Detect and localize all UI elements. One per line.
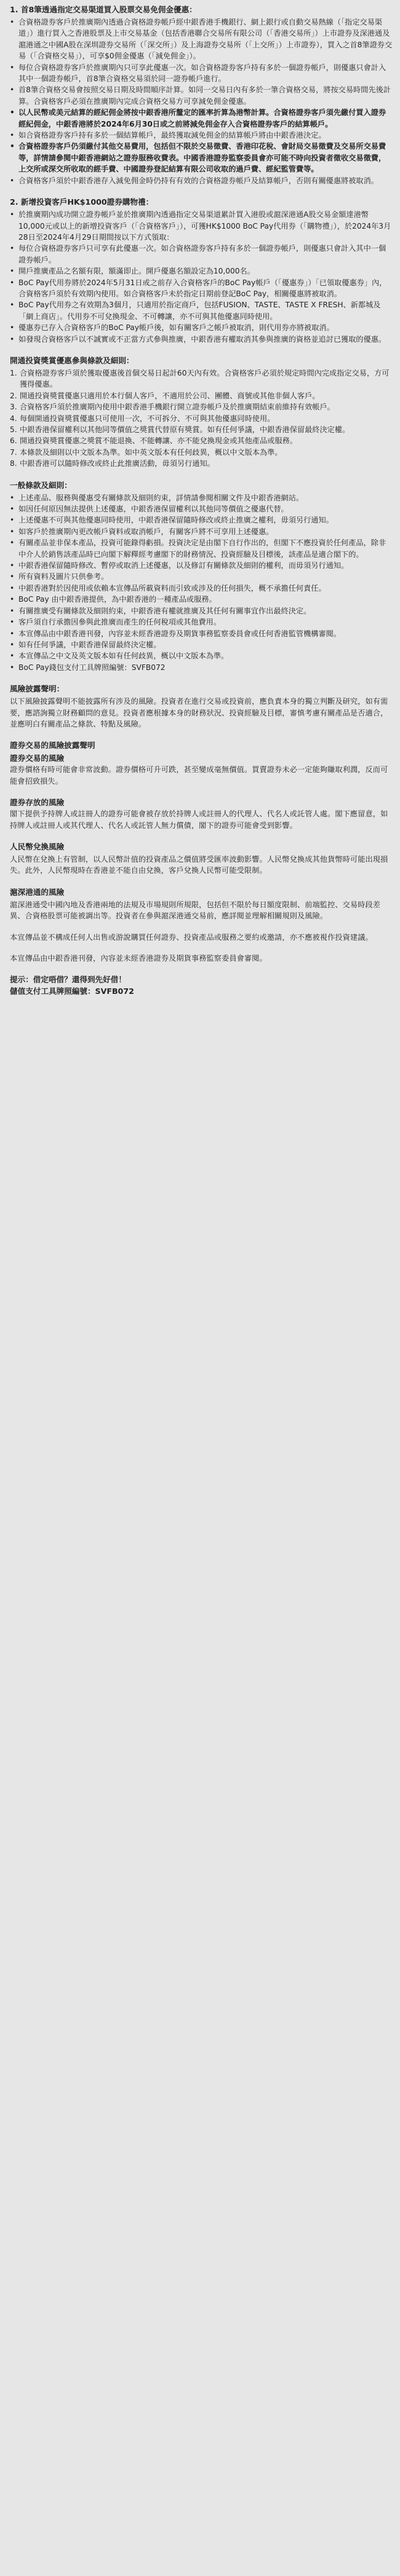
bullet-text: 如因任何原因無法提供上述優惠，中銀香港保留權利以其他同等價值之優惠代替。 bbox=[18, 505, 289, 514]
bullet-dot-icon: • bbox=[10, 663, 15, 672]
bullet-text: 中銀香港對於因使用或依賴本宣傳品所載資料而引致或涉及的任何損失，概不承擔任何責任。 bbox=[18, 583, 326, 593]
bullet-dot-icon: • bbox=[10, 606, 15, 615]
bullet-item bbox=[10, 175, 393, 186]
numbered-text: 合資格證券客戶須於獲取優惠後首個交易日起計60天內有效。合資格客戶必須於規定時間內完成指定交易，方可獲得優惠。 bbox=[20, 368, 390, 389]
item-number: 2. bbox=[10, 391, 17, 400]
risk-text: 以下風險披露聲明不能披露所有涉及的風險。投資者在進行交易或投資前，應負責本身的獨立判斷及研究，如有需要，應諮詢獨立財務顧問的意見。投資者應根據本身的財務狀況、投資經驗及目標，審慎考慮有關產品是否適合，並應明白有關產品之條款、特點及風險。 bbox=[10, 697, 388, 728]
numbered-item bbox=[10, 368, 393, 390]
bullet-dot-icon: • bbox=[10, 334, 15, 344]
bullet-dot-icon: • bbox=[10, 267, 15, 276]
risk-section-subtitle: 證券交易的風險 bbox=[10, 754, 65, 763]
bullet-text: 如發現合資格客戶以不誠實或不正當方式參與推廣，中銀香港有權取消其參與推廣的資格並追討已獲取的優惠。 bbox=[18, 334, 386, 344]
bullet-text: 如客戶於推廣期內更改帳戶資料或取消帳戶，有關客戶將不可享用上述優惠。 bbox=[18, 527, 274, 536]
bullet-item bbox=[10, 514, 393, 526]
bullet-item bbox=[10, 277, 393, 300]
bullet-dot-icon: • bbox=[10, 18, 15, 26]
bullet-item bbox=[10, 662, 393, 673]
borrowing-warning: 提示：借定唔借？還得到先好借！ bbox=[10, 975, 126, 985]
risk-section-text: 滬深港通受中國內地及香港兩地的法規及市場規則所規限，包括但不限於每日額度限制、前端監控、交易時段差異、合資格股票可能被調出等。投資者在參與滬深港通交易前，應詳閱並理解相關規則及風險。 bbox=[10, 900, 381, 921]
bullet-dot-icon: • bbox=[10, 108, 15, 117]
bullet-item bbox=[10, 616, 393, 628]
numbered-item bbox=[10, 447, 393, 458]
item-number: 7. bbox=[10, 447, 17, 457]
section-3-title: 開通投資獎賞優惠參與條款及細則： bbox=[10, 355, 134, 365]
bullet-item bbox=[10, 583, 393, 594]
bullet-item bbox=[10, 639, 393, 650]
numbered-text: 開通投資獎賞優惠只適用於本行個人客戶，不適用於公司、團體、商號或其他非個人客戶。 bbox=[20, 391, 320, 400]
bullet-dot-icon: • bbox=[10, 85, 15, 95]
bullet-dot-icon: • bbox=[10, 652, 15, 661]
bullet-dot-icon: • bbox=[10, 640, 15, 649]
bullet-text: 每位合資格證券客戶於推廣期內只可享此優惠一次。如合資格證券客戶持有多於一個證券帳戶，則優惠只會計入其中一個證券帳戶，首8筆合資格交易須於同一證券帳戶進行。 bbox=[18, 63, 386, 84]
numbered-item bbox=[10, 435, 393, 446]
bullet-text: 首8筆合資格交易會按照交易日期及時間順序計算。如同一交易日內有多於一筆合資格交易，將按交易時間先後計算。合資格客戶必須在推廣期內完成合資格交易方可享減免佣金優惠。 bbox=[18, 85, 391, 106]
bullet-text: 每位合資格證券客戶只可享有此優惠一次。如合資格證券客戶持有多於一個證券帳戶，則優惠只會計入其中一個證券帳戶。 bbox=[18, 244, 386, 264]
bullet-item bbox=[10, 130, 393, 141]
bullet-item bbox=[10, 650, 393, 661]
risk-sections bbox=[10, 739, 393, 931]
bullet-text: 於推廣期內成功開立證券帳戶並於推廣期內透過指定交易渠道累計買入港股或滬深港通A股交易金額達港幣10,000元或以上的新增投資客戶（「合資格客戶」），可獲HK$1000 BoC Pay代用券（「購物禮」），於2024年3月28日至2024年4月29日期間按以下方式領取： bbox=[18, 210, 391, 242]
bullet-text: 合資格客戶須於中銀香港存入減免佣金時仍持有有效的合資格證券帳戶及結算帳戶，否則有關優惠將被取消。 bbox=[18, 176, 378, 185]
item-number: 3. bbox=[10, 403, 17, 412]
bullet-text: BoC Pay 由中銀香港提供，為中銀香港的一種產品或服務。 bbox=[18, 595, 217, 604]
bullet-dot-icon: • bbox=[10, 527, 15, 536]
bullet-text: 中銀香港保留隨時修改、暫停或取消上述優惠，以及修訂有關條款及細則的權利，而毋須另行通知。 bbox=[18, 561, 349, 570]
bullet-item bbox=[10, 560, 393, 571]
bullet-text: 如合資格證券客戶持有多於一個結算帳戶，最終獲取減免佣金的結算帳戶將由中銀香港決定。 bbox=[18, 131, 326, 140]
bullet-text: BoC Pay錢包支付工具牌照編號：SVFB072 bbox=[18, 663, 166, 672]
bullet-item bbox=[10, 492, 393, 503]
bullet-item bbox=[10, 526, 393, 537]
item-number: 4. bbox=[10, 414, 17, 423]
risk-section-text: 證券價格有時可能會非常波動。證券價格可升可跌，甚至變成毫無價值。買賣證券未必一定能夠賺取利潤，反而可能會招致損失。 bbox=[10, 765, 388, 786]
bullet-item bbox=[10, 322, 393, 333]
numbered-text: 本條款及細則以中文版本為準。如中英文版本有任何歧異，概以中文版本為準。 bbox=[20, 447, 282, 457]
risk-title: 風險披露聲明： bbox=[10, 684, 65, 694]
bullet-dot-icon: • bbox=[10, 493, 15, 502]
numbered-item bbox=[10, 458, 393, 469]
numbered-item bbox=[10, 390, 393, 401]
section-1-list bbox=[10, 17, 393, 186]
numbered-text: 合資格客戶須於推廣期內使用中銀香港手機銀行開立證券帳戶及於推廣期結束前維持有效帳戶。 bbox=[20, 403, 335, 412]
item-number: 1. bbox=[10, 368, 17, 377]
section-2-list bbox=[10, 209, 393, 345]
risk-section-text: 閣下提供予持牌人或註冊人的證券可能會被存放於持牌人或註冊人的代理人、代名人或託管人處。閣下應留意，如持牌人或註冊人或其代理人、代名人或託管人無力償債，閣下的證券可能會受到影響。 bbox=[10, 809, 388, 830]
bullet-text: 本宣傳品由中銀香港刊發，內容並未經香港證券及期貨事務監察委員會或任何香港監管機構審閱。 bbox=[18, 629, 342, 638]
risk-section-title: 滬深港通的風險 bbox=[10, 887, 65, 897]
numbered-text: 開通投資獎賞優惠之獎賞不能退換、不能轉讓、亦不能兌換現金或其他產品或服務。 bbox=[20, 436, 297, 446]
bullet-item bbox=[10, 243, 393, 266]
bullet-dot-icon: • bbox=[10, 516, 15, 525]
bullet-text: 有關產品並非保本產品，投資可能錄得虧損。投資決定是由閣下自行作出的，但閣下不應投資於任何產品，除非中介人於銷售該產品時已向閣下解釋經考慮閣下的財務情況、投資經驗及目標後，該產品是適合閣下的。 bbox=[18, 538, 386, 559]
bullet-dot-icon: • bbox=[10, 278, 15, 287]
bullet-item bbox=[10, 17, 393, 62]
bullet-item bbox=[10, 628, 393, 639]
bullet-dot-icon: • bbox=[10, 210, 15, 219]
bullet-dot-icon: • bbox=[10, 618, 15, 627]
bullet-dot-icon: • bbox=[10, 595, 15, 604]
bullet-dot-icon: • bbox=[10, 244, 15, 253]
bullet-item bbox=[10, 266, 393, 277]
bullet-dot-icon: • bbox=[10, 583, 15, 593]
risk-section-text: 人民幣在兌換上有管制，以人民幣計值的投資產品之價值將受匯率波動影響。人民幣兌換成其他貨幣時可能出現損失。此外，人民幣現時在香港並不能自由兌換，客戶兌換人民幣可能受限制。 bbox=[10, 854, 388, 875]
item-number: 6. bbox=[10, 436, 17, 446]
bullet-item bbox=[10, 537, 393, 560]
bullet-text: 本宣傳品之中文及英文版本如有任何歧異，概以中文版本為準。 bbox=[18, 652, 229, 661]
bullet-text: 以人民幣或美元結算的經紀佣金將按中銀香港所釐定的匯率折算為港幣計算。合資格證券客戶須先繳付買入證券經紀佣金，中銀香港將於2024年6月30日或之前將減免佣金存入合資格證券客戶的結算帳戶。 bbox=[18, 108, 386, 128]
numbered-text: 每個開通投資獎賞優惠只可使用一次，不可拆分、不可與其他優惠同時使用。 bbox=[20, 414, 275, 423]
bullet-item bbox=[10, 62, 393, 85]
section-2-title: 2. 新增投資客戶HK$1000證券購物禮： bbox=[10, 197, 154, 207]
numbered-item bbox=[10, 413, 393, 424]
bullet-dot-icon: • bbox=[10, 561, 15, 570]
bullet-text: 有關推廣受有關條款及細則約束，中銀香港有權就推廣及其任何有關事宜作出最終決定。 bbox=[18, 606, 311, 615]
bullet-item bbox=[10, 503, 393, 514]
bullet-text: 如有任何爭議，中銀香港保留最終決定權。 bbox=[18, 640, 161, 649]
bullet-dot-icon: • bbox=[10, 538, 15, 548]
section-1-title: 1. 首8筆透過指定交易渠道買入股票交易免佣金優惠： bbox=[10, 5, 197, 14]
numbered-item bbox=[10, 401, 393, 412]
bullet-text: BoC Pay代用券之有效期為3個月，只適用於指定商戶，包括FUSION、TASTE、TASTE X FRESH、新都城及「網上商店」。代用券不可兌換現金、不可轉讓，亦不可與其他優惠同時使用。 bbox=[18, 301, 381, 321]
bullet-text: BoC Pay代用券將於2024年5月31日或之前存入合資格客戶的BoC Pay帳戶（「優惠券」）「已領取優惠券」內，合資格客戶須於有效期內使用。如合資格客戶未於指定日期前登記BoC Pay，相關優惠將被取消。 bbox=[18, 278, 387, 298]
bullet-dot-icon: • bbox=[10, 505, 15, 514]
bullet-item bbox=[10, 571, 393, 582]
bullet-item bbox=[10, 605, 393, 616]
terms-content bbox=[10, 4, 393, 997]
numbered-item bbox=[10, 424, 393, 435]
bullet-item bbox=[10, 594, 393, 605]
bullet-dot-icon: • bbox=[10, 301, 15, 310]
bullet-item bbox=[10, 141, 393, 175]
item-number: 8. bbox=[10, 459, 17, 468]
bullet-text: 合資格證券客戶仍須繳付其他交易費用，包括但不限於交易徵費、香港印花稅、會財局交易徵費及交易所交易費等，詳情請參閱中銀香港網站之證券服務收費表。中國香港證券監察委員會亦可能不時向投資者徵收交易徵費，上交所或深交所收取的經手費、中國證券登記結算有限公司收取的過戶費、經紀監管費等。 bbox=[18, 142, 386, 174]
svf-license: 儲值支付工具牌照編號：SVFB072 bbox=[10, 987, 134, 996]
item-number: 5. bbox=[10, 425, 17, 434]
bullet-dot-icon: • bbox=[10, 323, 15, 333]
bullet-dot-icon: • bbox=[10, 131, 15, 140]
bullet-dot-icon: • bbox=[10, 142, 15, 151]
closing-text-2: 本宣傳品由中銀香港刊發，內容並未經香港證券及期貨事務監察委員會審閱。 bbox=[10, 954, 267, 963]
risk-section-title: 證券交易的風險披露聲明 bbox=[10, 741, 95, 750]
bullet-text: 優惠券已存入合資格客戶的BoC Pay帳戶後，如有關客戶之帳戶被取消，則代用券亦將被取消。 bbox=[18, 323, 334, 333]
section-4-list bbox=[10, 492, 393, 674]
closing-text-1: 本宣傳品並不構成任何人出售或游說購買任何證券、投資產品或服務之要約或邀請，亦不應被視作投資建議。 bbox=[10, 932, 373, 942]
numbered-text: 中銀香港可以隨時修改或終止此推廣活動，毋須另行通知。 bbox=[20, 459, 215, 468]
bullet-item bbox=[10, 334, 393, 345]
numbered-text: 中銀香港保留權利以其他同等價值之獎賞代替原有獎賞。如有任何爭議，中銀香港保留最終決定權。 bbox=[20, 425, 350, 434]
risk-section-title: 人民幣兌換風險 bbox=[10, 841, 65, 851]
bullet-dot-icon: • bbox=[10, 572, 15, 581]
bullet-text: 客戶須自行承擔因參與此推廣而產生的任何稅項或其他費用。 bbox=[18, 618, 222, 627]
bullet-dot-icon: • bbox=[10, 63, 15, 72]
bullet-text: 上述優惠不可與其他優惠同時使用，中銀香港保留隨時修改或終止推廣之權利，毋須另行通知。 bbox=[18, 516, 334, 525]
section-3-list bbox=[10, 368, 393, 470]
bullet-dot-icon: • bbox=[10, 629, 15, 638]
bullet-text: 上述產品、服務與優惠受有關條款及細則約束，詳情請參閱相關文件及中銀香港網站。 bbox=[18, 493, 304, 502]
bullet-item bbox=[10, 299, 393, 322]
section-4-title: 一般條款及細則： bbox=[10, 480, 72, 490]
bullet-text: 合資格證券客戶於推廣期內透過合資格證券帳戶經中銀香港手機銀行、網上銀行或自動交易熱線（「指定交易渠道」）進行買入之香港股票及上市交易基金（包括香港聯合交易所有限公司（「香港交易所」）上市證券及深港通及滬港通之中國A股在深圳證券交易所（「深交所」）及上海證券交易所（「上交所」）上市證券），買入之首8筆證券交易（「合資格交易」），可享$0佣金優惠（「減免佣金」）。 bbox=[18, 18, 393, 61]
bullet-text: 所有資料及圖片只供參考。 bbox=[18, 572, 109, 581]
bullet-item bbox=[10, 84, 393, 107]
bullet-item bbox=[10, 107, 393, 130]
risk-section-subtitle: 證券存放的風險 bbox=[10, 798, 65, 808]
bullet-dot-icon: • bbox=[10, 176, 15, 185]
bullet-item bbox=[10, 209, 393, 243]
bullet-text: 開戶推廣產品之名額有限，額滿即止。開戶優惠名額設定為10,000名。 bbox=[18, 267, 255, 276]
